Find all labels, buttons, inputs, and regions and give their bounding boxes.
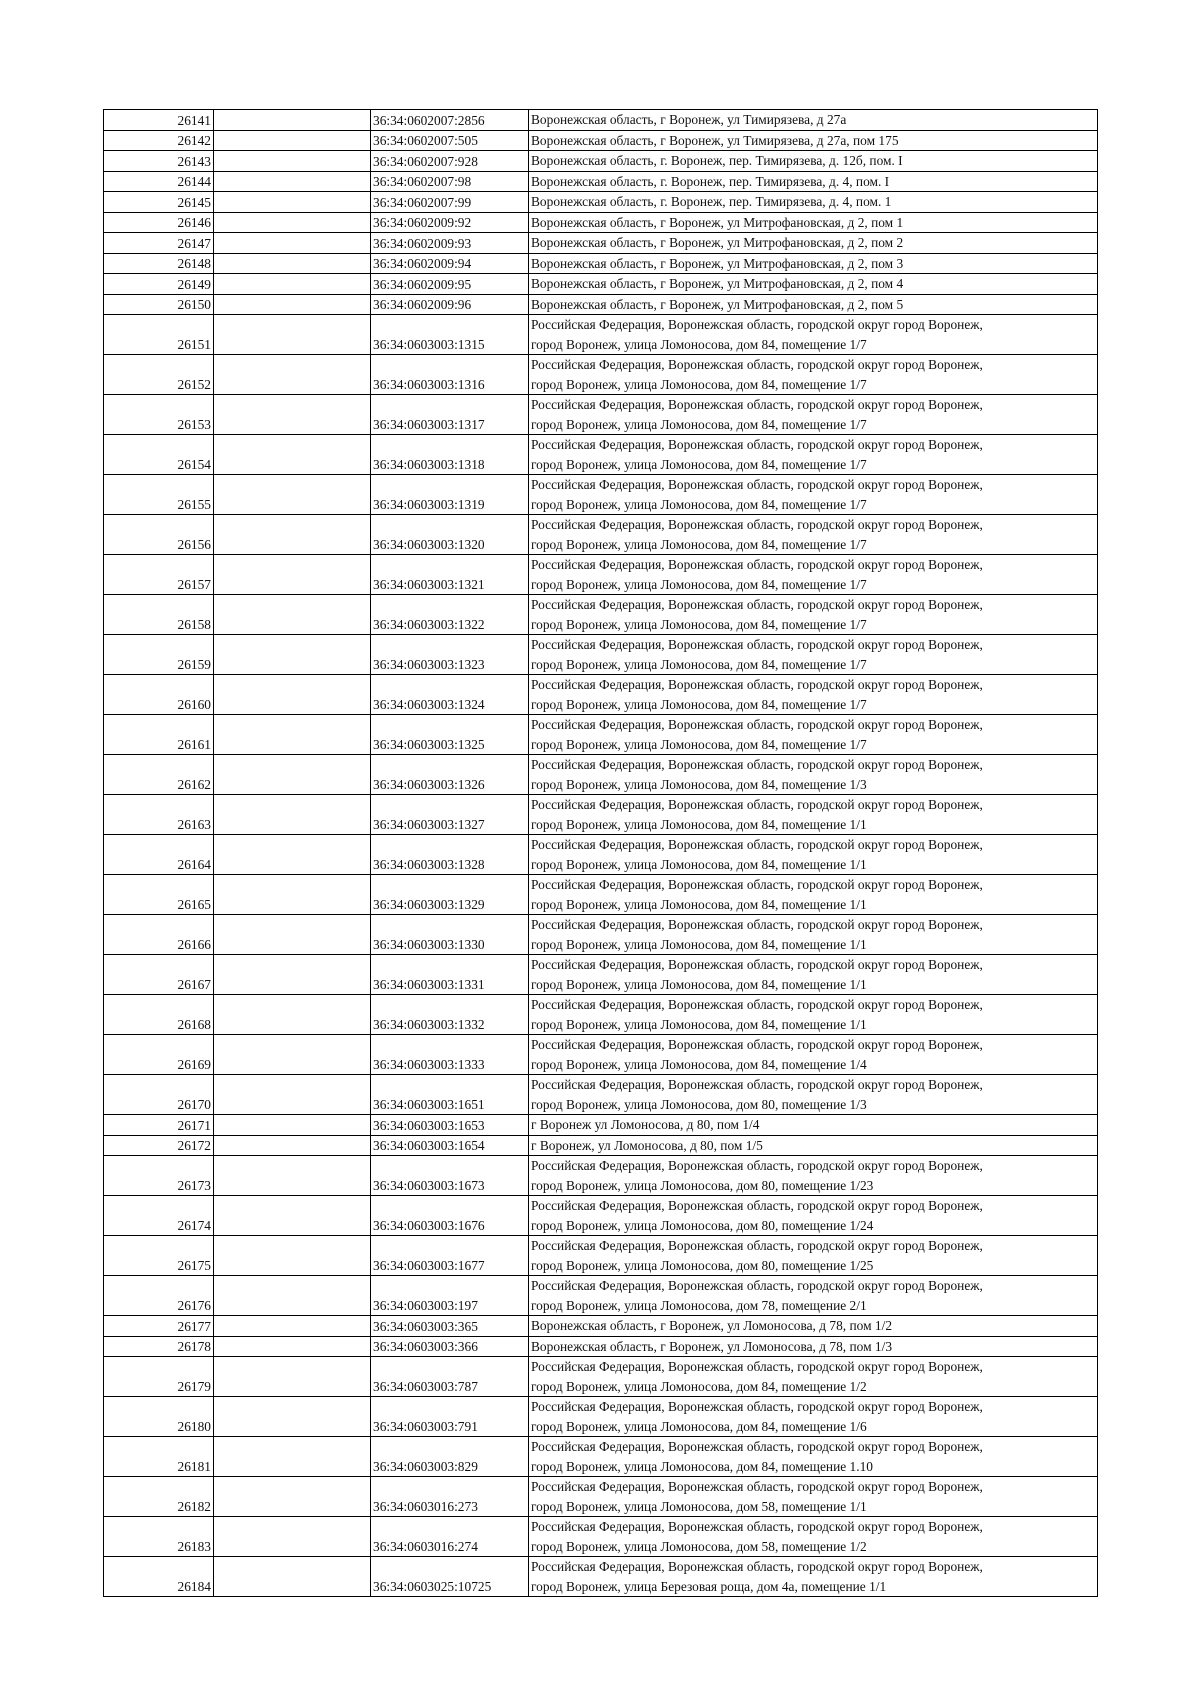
- address-cell: Российская Федерация, Воронежская область, городской округ город Воронеж, город Воронеж, улица Ломоносова, дом 84, помещение 1/7: [529, 555, 1098, 595]
- table-row: [104, 395, 1098, 435]
- cadastral-number-cell: 36:34:0603003:1331: [371, 955, 529, 995]
- cadastral-number-cell: 36:34:0603003:1320: [371, 515, 529, 555]
- table-row: [104, 555, 1098, 595]
- empty-cell: [214, 835, 371, 875]
- cadastral-number-cell: 36:34:0603003:1323: [371, 635, 529, 675]
- address-cell: Российская Федерация, Воронежская область, городской округ город Воронеж, город Воронеж, улица Ломоносова, дом 84, помещение 1/2: [529, 1357, 1098, 1397]
- cadastral-number-cell: 36:34:0602007:99: [371, 192, 529, 213]
- cadastral-number-cell: 36:34:0602009:92: [371, 212, 529, 233]
- cadastral-number-cell: 36:34:0603003:829: [371, 1437, 529, 1477]
- cadastral-number-cell: 36:34:0603003:366: [371, 1336, 529, 1357]
- cadastral-number-cell: 36:34:0603003:1321: [371, 555, 529, 595]
- table-row: [104, 1156, 1098, 1196]
- empty-cell: [214, 555, 371, 595]
- table-row: [104, 1477, 1098, 1517]
- empty-cell: [214, 1437, 371, 1477]
- empty-cell: [214, 212, 371, 233]
- address-cell: Воронежская область, г Воронеж, ул Ломоносова, д 78, пом 1/3: [529, 1336, 1098, 1357]
- cadastral-number-cell: 36:34:0603025:10725: [371, 1557, 529, 1597]
- table-row: [104, 355, 1098, 395]
- cadastral-number-cell: 36:34:0602009:93: [371, 233, 529, 254]
- address-cell: Российская Федерация, Воронежская область, городской округ город Воронеж, город Воронеж, улица Ломоносова, дом 84, помещение 1/1: [529, 915, 1098, 955]
- cadastral-number-cell: 36:34:0603003:1327: [371, 795, 529, 835]
- cadastral-number-cell: 36:34:0603016:273: [371, 1477, 529, 1517]
- row-number-cell: 26144: [104, 171, 214, 192]
- row-number-cell: 26174: [104, 1196, 214, 1236]
- table-row: [104, 1316, 1098, 1337]
- address-cell: Российская Федерация, Воронежская область, городской округ город Воронеж, город Воронеж, улица Ломоносова, дом 58, помещение 1/2: [529, 1517, 1098, 1557]
- row-number-cell: 26148: [104, 253, 214, 274]
- empty-cell: [214, 1517, 371, 1557]
- table-row: [104, 1196, 1098, 1236]
- cadastral-number-cell: 36:34:0603003:791: [371, 1397, 529, 1437]
- row-number-cell: 26169: [104, 1035, 214, 1075]
- cadastral-number-cell: 36:34:0603003:787: [371, 1357, 529, 1397]
- address-cell: Воронежская область, г Воронеж, ул Митрофановская, д 2, пом 5: [529, 294, 1098, 315]
- table-row: [104, 212, 1098, 233]
- row-number-cell: 26182: [104, 1477, 214, 1517]
- address-cell: Воронежская область, г Воронеж, ул Митрофановская, д 2, пом 4: [529, 274, 1098, 295]
- cadastral-number-cell: 36:34:0603003:1315: [371, 315, 529, 355]
- table-row: [104, 835, 1098, 875]
- table-row: [104, 233, 1098, 254]
- row-number-cell: 26173: [104, 1156, 214, 1196]
- empty-cell: [214, 130, 371, 151]
- cadastral-number-cell: 36:34:0603003:365: [371, 1316, 529, 1337]
- address-cell: г Воронеж ул Ломоносова, д 80, пом 1/4: [529, 1115, 1098, 1136]
- cadastral-number-cell: 36:34:0603003:1654: [371, 1135, 529, 1156]
- address-cell: Российская Федерация, Воронежская область, городской округ город Воронеж, город Воронеж, улица Ломоносова, дом 84, помещение 1/7: [529, 435, 1098, 475]
- address-cell: Российская Федерация, Воронежская область, городской округ город Воронеж, город Воронеж, улица Ломоносова, дом 78, помещение 2/1: [529, 1276, 1098, 1316]
- table-row: [104, 595, 1098, 635]
- table-row: [104, 192, 1098, 213]
- empty-cell: [214, 1397, 371, 1437]
- empty-cell: [214, 635, 371, 675]
- row-number-cell: 26171: [104, 1115, 214, 1136]
- address-cell: Российская Федерация, Воронежская область, городской округ город Воронеж, город Воронеж, улица Ломоносова, дом 84, помещение 1/1: [529, 835, 1098, 875]
- address-cell: Российская Федерация, Воронежская область, городской округ город Воронеж, город Воронеж, улица Ломоносова, дом 80, помещение 1/25: [529, 1236, 1098, 1276]
- empty-cell: [214, 233, 371, 254]
- empty-cell: [214, 435, 371, 475]
- row-number-cell: 26152: [104, 355, 214, 395]
- empty-cell: [214, 1357, 371, 1397]
- address-cell: г Воронеж, ул Ломоносова, д 80, пом 1/5: [529, 1135, 1098, 1156]
- empty-cell: [214, 915, 371, 955]
- row-number-cell: 26159: [104, 635, 214, 675]
- row-number-cell: 26166: [104, 915, 214, 955]
- address-cell: Воронежская область, г Воронеж, ул Тимирязева, д 27а, пом 175: [529, 130, 1098, 151]
- empty-cell: [214, 253, 371, 274]
- empty-cell: [214, 110, 371, 131]
- address-cell: Российская Федерация, Воронежская область, городской округ город Воронеж, город Воронеж, улица Ломоносова, дом 84, помещение 1/1: [529, 955, 1098, 995]
- cadastral-number-cell: 36:34:0603003:1673: [371, 1156, 529, 1196]
- empty-cell: [214, 1477, 371, 1517]
- table-row: [104, 995, 1098, 1035]
- row-number-cell: 26151: [104, 315, 214, 355]
- row-number-cell: 26147: [104, 233, 214, 254]
- row-number-cell: 26158: [104, 595, 214, 635]
- empty-cell: [214, 1236, 371, 1276]
- row-number-cell: 26149: [104, 274, 214, 295]
- address-cell: Воронежская область, г Воронеж, ул Ломоносова, д 78, пом 1/2: [529, 1316, 1098, 1337]
- table-row: [104, 1276, 1098, 1316]
- empty-cell: [214, 395, 371, 435]
- row-number-cell: 26156: [104, 515, 214, 555]
- empty-cell: [214, 294, 371, 315]
- row-number-cell: 26161: [104, 715, 214, 755]
- empty-cell: [214, 1135, 371, 1156]
- table-row: [104, 294, 1098, 315]
- table-row: [104, 915, 1098, 955]
- empty-cell: [214, 192, 371, 213]
- row-number-cell: 26155: [104, 475, 214, 515]
- empty-cell: [214, 1075, 371, 1115]
- table-row: [104, 715, 1098, 755]
- row-number-cell: 26157: [104, 555, 214, 595]
- cadastral-number-cell: 36:34:0602007:505: [371, 130, 529, 151]
- cadastral-number-cell: 36:34:0603003:1330: [371, 915, 529, 955]
- table-row: [104, 955, 1098, 995]
- row-number-cell: 26165: [104, 875, 214, 915]
- cadastral-number-cell: 36:34:0603003:1317: [371, 395, 529, 435]
- address-cell: Российская Федерация, Воронежская область, городской округ город Воронеж, город Воронеж, улица Ломоносова, дом 58, помещение 1/1: [529, 1477, 1098, 1517]
- row-number-cell: 26141: [104, 110, 214, 131]
- row-number-cell: 26153: [104, 395, 214, 435]
- cadastral-number-cell: 36:34:0603003:1653: [371, 1115, 529, 1136]
- empty-cell: [214, 355, 371, 395]
- address-cell: Воронежская область, г. Воронеж, пер. Тимирязева, д. 4, пом. I: [529, 171, 1098, 192]
- row-number-cell: 26184: [104, 1557, 214, 1597]
- table-row: [104, 435, 1098, 475]
- cadastral-number-cell: 36:34:0603003:1676: [371, 1196, 529, 1236]
- address-cell: Российская Федерация, Воронежская область, городской округ город Воронеж, город Воронеж, улица Ломоносова, дом 84, помещение 1.10: [529, 1437, 1098, 1477]
- cadastral-number-cell: 36:34:0602009:95: [371, 274, 529, 295]
- empty-cell: [214, 475, 371, 515]
- empty-cell: [214, 1557, 371, 1597]
- address-cell: Российская Федерация, Воронежская область, городской округ город Воронеж, город Воронеж, улица Ломоносова, дом 84, помещение 1/1: [529, 795, 1098, 835]
- empty-cell: [214, 171, 371, 192]
- cadastral-number-cell: 36:34:0603003:1325: [371, 715, 529, 755]
- table-row: [104, 110, 1098, 131]
- property-table: [103, 109, 1098, 1597]
- address-cell: Российская Федерация, Воронежская область, городской округ город Воронеж, город Воронеж, улица Ломоносова, дом 84, помещение 1/1: [529, 875, 1098, 915]
- cadastral-number-cell: 36:34:0603003:1326: [371, 755, 529, 795]
- empty-cell: [214, 755, 371, 795]
- table-row: [104, 171, 1098, 192]
- address-cell: Российская Федерация, Воронежская область, городской округ город Воронеж, город Воронеж, улица Ломоносова, дом 84, помещение 1/4: [529, 1035, 1098, 1075]
- empty-cell: [214, 955, 371, 995]
- row-number-cell: 26178: [104, 1336, 214, 1357]
- row-number-cell: 26175: [104, 1236, 214, 1276]
- row-number-cell: 26146: [104, 212, 214, 233]
- address-cell: Российская Федерация, Воронежская область, городской округ город Воронеж, город Воронеж, улица Ломоносова, дом 84, помещение 1/7: [529, 635, 1098, 675]
- empty-cell: [214, 1336, 371, 1357]
- address-cell: Воронежская область, г Воронеж, ул Митрофановская, д 2, пом 1: [529, 212, 1098, 233]
- table-row: [104, 1397, 1098, 1437]
- row-number-cell: 26176: [104, 1276, 214, 1316]
- address-cell: Воронежская область, г Воронеж, ул Митрофановская, д 2, пом 3: [529, 253, 1098, 274]
- property-table-body: [104, 110, 1098, 1597]
- table-row: [104, 274, 1098, 295]
- row-number-cell: 26177: [104, 1316, 214, 1337]
- empty-cell: [214, 595, 371, 635]
- empty-cell: [214, 675, 371, 715]
- empty-cell: [214, 1035, 371, 1075]
- address-cell: Российская Федерация, Воронежская область, городской округ город Воронеж, город Воронеж, улица Ломоносова, дом 84, помещение 1/7: [529, 595, 1098, 635]
- cadastral-number-cell: 36:34:0603003:1677: [371, 1236, 529, 1276]
- cadastral-number-cell: 36:34:0602007:98: [371, 171, 529, 192]
- empty-cell: [214, 1316, 371, 1337]
- table-row: [104, 1035, 1098, 1075]
- address-cell: Российская Федерация, Воронежская область, городской округ город Воронеж, город Воронеж, улица Ломоносова, дом 80, помещение 1/3: [529, 1075, 1098, 1115]
- empty-cell: [214, 515, 371, 555]
- address-cell: Российская Федерация, Воронежская область, городской округ город Воронеж, город Воронеж, улица Ломоносова, дом 80, помещение 1/23: [529, 1156, 1098, 1196]
- row-number-cell: 26181: [104, 1437, 214, 1477]
- cadastral-number-cell: 36:34:0603003:1332: [371, 995, 529, 1035]
- cadastral-number-cell: 36:34:0603003:1324: [371, 675, 529, 715]
- table-row: [104, 675, 1098, 715]
- table-row: [104, 1357, 1098, 1397]
- address-cell: Воронежская область, г. Воронеж, пер. Тимирязева, д. 12б, пом. I: [529, 151, 1098, 172]
- table-row: [104, 315, 1098, 355]
- address-cell: Российская Федерация, Воронежская область, городской округ город Воронеж, город Воронеж, улица Ломоносова, дом 84, помещение 1/6: [529, 1397, 1098, 1437]
- table-row: [104, 1557, 1098, 1597]
- row-number-cell: 26170: [104, 1075, 214, 1115]
- table-row: [104, 253, 1098, 274]
- cadastral-number-cell: 36:34:0602007:2856: [371, 110, 529, 131]
- address-cell: Воронежская область, г. Воронеж, пер. Тимирязева, д. 4, пом. 1: [529, 192, 1098, 213]
- empty-cell: [214, 1196, 371, 1236]
- table-row: [104, 1437, 1098, 1477]
- table-row: [104, 1135, 1098, 1156]
- empty-cell: [214, 1276, 371, 1316]
- cadastral-number-cell: 36:34:0602009:94: [371, 253, 529, 274]
- address-cell: Российская Федерация, Воронежская область, городской округ город Воронеж, город Воронеж, улица Ломоносова, дом 84, помещение 1/7: [529, 395, 1098, 435]
- address-cell: Российская Федерация, Воронежская область, городской округ город Воронеж, город Воронеж, улица Ломоносова, дом 84, помещение 1/7: [529, 475, 1098, 515]
- cadastral-number-cell: 36:34:0603003:1333: [371, 1035, 529, 1075]
- empty-cell: [214, 875, 371, 915]
- empty-cell: [214, 715, 371, 755]
- row-number-cell: 26183: [104, 1517, 214, 1557]
- row-number-cell: 26154: [104, 435, 214, 475]
- cadastral-number-cell: 36:34:0603003:1329: [371, 875, 529, 915]
- cadastral-number-cell: 36:34:0603003:1316: [371, 355, 529, 395]
- address-cell: Российская Федерация, Воронежская область, городской округ город Воронеж, город Воронеж, улица Ломоносова, дом 84, помещение 1/3: [529, 755, 1098, 795]
- table-row: [104, 130, 1098, 151]
- empty-cell: [214, 274, 371, 295]
- row-number-cell: 26150: [104, 294, 214, 315]
- empty-cell: [214, 995, 371, 1035]
- address-cell: Российская Федерация, Воронежская область, городской округ город Воронеж, город Воронеж, улица Ломоносова, дом 84, помещение 1/7: [529, 315, 1098, 355]
- table-row: [104, 1075, 1098, 1115]
- row-number-cell: 26180: [104, 1397, 214, 1437]
- row-number-cell: 26163: [104, 795, 214, 835]
- table-row: [104, 1236, 1098, 1276]
- row-number-cell: 26164: [104, 835, 214, 875]
- row-number-cell: 26167: [104, 955, 214, 995]
- cadastral-number-cell: 36:34:0603016:274: [371, 1517, 529, 1557]
- cadastral-number-cell: 36:34:0603003:197: [371, 1276, 529, 1316]
- address-cell: Российская Федерация, Воронежская область, городской округ город Воронеж, город Воронеж, улица Ломоносова, дом 84, помещение 1/7: [529, 675, 1098, 715]
- address-cell: Российская Федерация, Воронежская область, городской округ город Воронеж, город Воронеж, улица Ломоносова, дом 84, помещение 1/7: [529, 515, 1098, 555]
- empty-cell: [214, 1115, 371, 1136]
- row-number-cell: 26172: [104, 1135, 214, 1156]
- address-cell: Российская Федерация, Воронежская область, городской округ город Воронеж, город Воронеж, улица Ломоносова, дом 84, помещение 1/1: [529, 995, 1098, 1035]
- address-cell: Российская Федерация, Воронежская область, городской округ город Воронеж, город Воронеж, улица Ломоносова, дом 84, помещение 1/7: [529, 715, 1098, 755]
- row-number-cell: 26179: [104, 1357, 214, 1397]
- table-row: [104, 1336, 1098, 1357]
- row-number-cell: 26168: [104, 995, 214, 1035]
- cadastral-number-cell: 36:34:0602009:96: [371, 294, 529, 315]
- cadastral-number-cell: 36:34:0603003:1651: [371, 1075, 529, 1115]
- table-row: [104, 795, 1098, 835]
- row-number-cell: 26145: [104, 192, 214, 213]
- cadastral-number-cell: 36:34:0603003:1322: [371, 595, 529, 635]
- row-number-cell: 26142: [104, 130, 214, 151]
- cadastral-number-cell: 36:34:0603003:1319: [371, 475, 529, 515]
- row-number-cell: 26160: [104, 675, 214, 715]
- address-cell: Российская Федерация, Воронежская область, городской округ город Воронеж, город Воронеж, улица Ломоносова, дом 80, помещение 1/24: [529, 1196, 1098, 1236]
- cadastral-number-cell: 36:34:0602007:928: [371, 151, 529, 172]
- table-row: [104, 1517, 1098, 1557]
- address-cell: Российская Федерация, Воронежская область, городской округ город Воронеж, город Воронеж, улица Ломоносова, дом 84, помещение 1/7: [529, 355, 1098, 395]
- table-row: [104, 475, 1098, 515]
- address-cell: Воронежская область, г Воронеж, ул Митрофановская, д 2, пом 2: [529, 233, 1098, 254]
- address-cell: Российская Федерация, Воронежская область, городской округ город Воронеж, город Воронеж, улица Березовая роща, дом 4а, помещение 1/1: [529, 1557, 1098, 1597]
- row-number-cell: 26143: [104, 151, 214, 172]
- table-row: [104, 515, 1098, 555]
- table-row: [104, 635, 1098, 675]
- empty-cell: [214, 315, 371, 355]
- cadastral-number-cell: 36:34:0603003:1318: [371, 435, 529, 475]
- row-number-cell: 26162: [104, 755, 214, 795]
- empty-cell: [214, 1156, 371, 1196]
- address-cell: Воронежская область, г Воронеж, ул Тимирязева, д 27а: [529, 110, 1098, 131]
- empty-cell: [214, 151, 371, 172]
- table-row: [104, 1115, 1098, 1136]
- table-row: [104, 151, 1098, 172]
- empty-cell: [214, 795, 371, 835]
- table-row: [104, 875, 1098, 915]
- table-row: [104, 755, 1098, 795]
- cadastral-number-cell: 36:34:0603003:1328: [371, 835, 529, 875]
